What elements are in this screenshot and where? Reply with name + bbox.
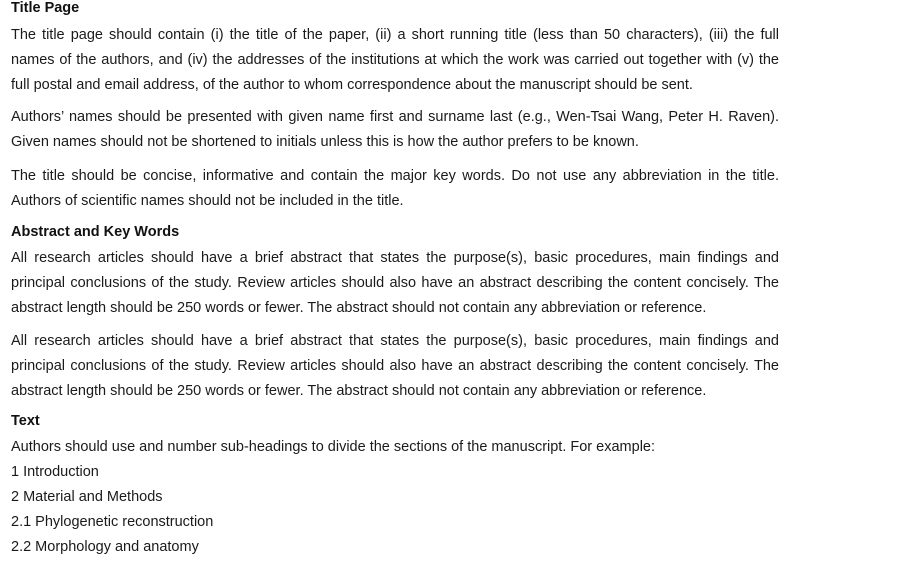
section-heading-abstract: Abstract and Key Words <box>11 224 180 240</box>
example-heading-item: 2.1 Phylogenetic reconstruction <box>11 514 214 530</box>
document-content <box>11 0 779 560</box>
paragraph-author-names: Authors’ names should be presented with given name first and surname last (e.g., Wen-Tsai Wang, Peter H. Raven). Given names should not be shortened to initials unless this is how the author prefers to be known. <box>11 109 779 150</box>
paragraph-abstract-1: All research articles should have a brief abstract that states the purpose(s), basic procedures, main findings and principal conclusions of the study. Review articles should also have an abstract describing the content concisely. The abstract length should be 250 words or fewer. The abstract should not contain any abbreviation or reference. <box>11 250 779 316</box>
example-heading-item: 2.2 Morphology and anatomy <box>11 539 199 555</box>
paragraph-title-guidelines: The title should be concise, informative and contain the major key words. Do not use any abbreviation in the title. Authors of scientific names should not be included in the title. <box>11 168 779 209</box>
example-heading-item: 1 Introduction <box>11 464 99 480</box>
example-heading-item: 2 Material and Methods <box>11 489 163 505</box>
section-heading-text: Text <box>11 413 40 429</box>
section-heading-title-page: Title Page <box>11 0 80 16</box>
paragraph-text-intro: Authors should use and number sub-headings to divide the sections of the manuscript. For example: <box>11 439 656 455</box>
paragraph-abstract-2: All research articles should have a brief abstract that states the purpose(s), basic procedures, main findings and principal conclusions of the study. Review articles should also have an abstract describing the content concisely. The abstract length should be 250 words or fewer. The abstract should not contain any abbreviation or reference. <box>11 333 779 399</box>
paragraph-title-page-contents: The title page should contain (i) the title of the paper, (ii) a short running title (less than 50 characters), (iii) the full names of the authors, and (iv) the addresses of the institutions at which the work was carried out together with (v) the full postal and email address, of the author to whom correspondence about the manuscript should be sent. <box>11 27 779 93</box>
